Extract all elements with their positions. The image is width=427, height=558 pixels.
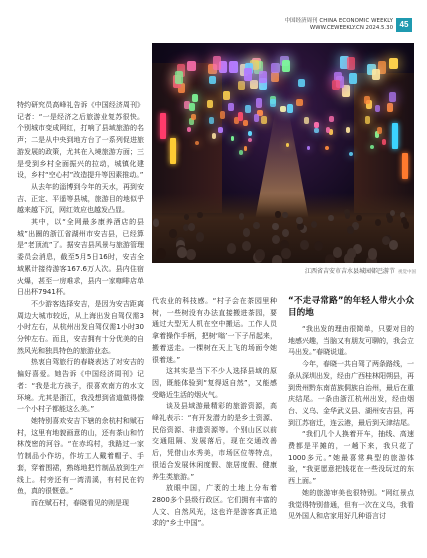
lantern-light <box>218 127 222 133</box>
lantern-light <box>195 141 199 145</box>
crowd-person <box>347 226 354 234</box>
paragraph: 她的旅游审美也很特别。“网红景点我觉得特别普通，但有一次在义乌，我看见外国人和店家用好几种语言讨 <box>288 488 414 521</box>
lantern-light <box>259 71 267 83</box>
lantern-light <box>377 127 381 134</box>
crowd-person <box>333 247 343 258</box>
lantern-light <box>307 146 310 150</box>
magazine-title: 中国经济周刊 CHINA ECONOMIC WEEKLY <box>284 18 393 24</box>
lantern-light <box>228 103 234 111</box>
lantern-light <box>372 69 380 80</box>
lantern-light <box>192 94 198 102</box>
photo-credit: 视觉中国 <box>398 270 416 275</box>
lantern-light <box>370 145 373 149</box>
article-column-3 <box>288 296 414 523</box>
paragraph: 谈及县域游最精彩的旅游资源，高峰礼表示：“有开发潜力的是乡土资源、民俗资源、非遗资源等。个别山区以前交通阻隔、发展落后，现在交通改善后，凭借山水秀美，市场区位等特点，很适合发展休闲度假、旅居度假、健康养生类旅游。” <box>152 402 277 481</box>
crowd-person <box>272 255 283 263</box>
lantern-light <box>347 57 356 70</box>
crowd-person <box>196 232 204 241</box>
lantern-light <box>256 98 262 108</box>
website-date: WWW.CEWEEKLY.CN 2024.5.30 <box>309 25 393 31</box>
lantern-light <box>223 91 230 100</box>
crowd-person <box>197 212 202 218</box>
crowd-person <box>255 249 265 260</box>
lantern-light <box>248 138 252 142</box>
lantern-light <box>346 127 350 133</box>
neon-sign <box>170 138 176 164</box>
lantern-light <box>364 96 370 104</box>
lantern-light <box>296 99 302 106</box>
crowd-person <box>281 248 291 259</box>
paragraph: 不少游客选择安吉，是因为安吉距离周边大城市较近，从上海出发自驾仅需3小时左右，从杭州出发自驾仅需1小时30分钟左右。而且，安吉拥有十分优美的自然风光和独具特色的旅游业态。 <box>17 299 144 355</box>
crowd-person <box>227 243 236 254</box>
lantern-light <box>282 60 290 72</box>
paragraph: 其中，以“全网最多康养酒店的县城”出圈的浙江省湖州市安吉县，已经算是“老顶流”了。据安吉县风景与旅游管理委员会消息，截至5月5日16时，安吉全域累计接待游客167.6万人次。县内住宿火爆，甚至一房难求，县内一家咖啡店单日出杯7941杯。 <box>17 218 144 297</box>
lantern-light <box>229 61 238 73</box>
lantern-light <box>212 133 216 138</box>
lantern-light <box>175 71 183 84</box>
lantern-light <box>207 100 213 108</box>
crowd-person <box>156 248 166 259</box>
article-column-1 <box>17 100 144 510</box>
lantern-light <box>238 112 244 120</box>
crowd-person <box>239 213 245 219</box>
crowd-person <box>272 223 279 231</box>
lantern-light <box>271 72 279 82</box>
lantern-light <box>389 92 396 102</box>
paragraph: “我出发的理由很简单，只要对目的地感兴趣，当脑又有朋友可聊的，我会立马出发。”春晓说道。 <box>288 325 414 357</box>
night-festival-photo <box>152 43 414 263</box>
neon-sign <box>402 153 408 179</box>
lantern-light <box>244 68 252 80</box>
crowd-person <box>401 217 407 224</box>
lantern-light <box>189 103 195 112</box>
paragraph: 今年，春晓一共自驾了两条路线，一条从深圳出发，经由广西桂林阳朔县，再到贵州黔东南苗族侗族自治州，最后在重庆结尾。一条由浙江杭州出发，经由烟台、义乌、金华武义县、湖州安吉县，再到江苏宿迁，连云港，最后到天津结尾。 <box>288 360 414 427</box>
lantern-light <box>280 106 286 112</box>
lantern-light <box>389 58 398 69</box>
crowd-person <box>186 249 196 260</box>
lantern-light <box>287 104 293 113</box>
lantern-light <box>261 116 266 124</box>
paragraph: 从去年的淄博到今年的天水，再到安吉、正定、平遥等县城，旅游目的地似乎越来越下沉，网红效应也越发凸显。 <box>17 182 144 215</box>
lantern-light <box>270 99 276 106</box>
lantern-light <box>245 105 251 113</box>
crowd-person <box>356 215 362 222</box>
lantern-light <box>254 114 259 122</box>
lantern-light <box>298 79 306 88</box>
paragraph: 这其实是当下不少人选择县域的原因，既能体验到“复得返自然”，又能感受略近生活的烟火气。 <box>152 367 277 399</box>
section-subheading: “不走寻常路”的年轻人带火小众目的地 <box>288 296 414 318</box>
masthead <box>285 18 393 32</box>
lantern-light <box>213 56 222 70</box>
crowd-person <box>390 210 395 216</box>
photo-caption <box>246 268 416 277</box>
crowd-person <box>177 247 187 258</box>
lantern-light <box>387 103 393 111</box>
caption-text: 江西省吉安市吉水县城园邨巴游节 <box>304 268 395 275</box>
lantern-light <box>239 150 242 155</box>
crowd-person <box>387 216 393 223</box>
crowd-person <box>153 219 159 226</box>
paragraph: 特约研究员高峰礼告诉《中国经济周刊》记者：“一是经济之后旅游业复苏很快。个别城市变成网红，打响了县域旅游的名声；二是从中央到地方台了一系列促进旅游发展的政策，尤其在入境旅游方面；三是受到乡村全面振兴的拉动，城镇化建设，乡村“空心村”改造提升等因素推动。” <box>17 101 144 180</box>
article-column-2 <box>152 296 277 530</box>
lantern-light <box>314 122 319 128</box>
crowd-person <box>368 248 378 259</box>
lantern-light <box>209 117 214 124</box>
crowd-person <box>282 212 287 218</box>
paragraph: 她特别喜欢安吉下辖的余杭村和赋石村，这里有地貌画意的山，还有茶山和竹林茂密的河谷。“在赤坞村，我路过一家竹制品小作坊，作坊工人戴着帽子、手套，穿着围裙，熟练地把竹制品放到生产线上。村旁还有一湾清溪，有村民在钓鱼，真的很惬意。” <box>17 416 144 496</box>
lantern-light <box>365 116 370 124</box>
paragraph: 而在赋石村，春晓看见的则是现 <box>31 498 129 507</box>
crowd-person <box>169 229 177 238</box>
crowd-person <box>275 211 280 217</box>
paragraph: 放眼中国，广袤的土地上分布着2800多个县级行政区。它们拥有丰富的人文、自然风光，这也许是游客真正追求的“乡土中国”。 <box>152 484 277 528</box>
lantern-light <box>332 80 340 90</box>
neon-sign <box>160 113 166 139</box>
lantern-light <box>325 146 329 151</box>
paragraph: 热衷自驾旅行的春晓表达了对安吉的偏好喜爱。她告诉《中国经济周刊》记者：“我是北方孩子，很喜欢南方的水文环境。尤其是浙江，我没想到省道做得像一个小村子都能这么美。” <box>17 358 144 414</box>
lantern-light <box>382 139 386 145</box>
lantern-light <box>329 116 334 122</box>
lantern-light <box>243 120 248 126</box>
paragraph: “我们几个人换着开车，抽线、高速费都是平摊的，一趟下来，我只花了1000多元。”她最喜常典型的旅游体验，“我更愿意把钱花在一些没玩过的东西上面。” <box>288 430 414 486</box>
crowd-person <box>243 228 250 237</box>
lantern-light <box>220 111 226 119</box>
lantern-light <box>244 146 247 150</box>
lantern-light <box>238 81 246 90</box>
crowd-person <box>296 217 302 224</box>
lantern-light <box>209 76 217 85</box>
page-number: 45 <box>396 18 412 32</box>
lantern-light <box>271 63 279 73</box>
lantern-light <box>304 117 309 124</box>
lantern-light <box>231 136 235 140</box>
crowd-person <box>300 240 309 250</box>
neon-sign <box>392 123 398 149</box>
crowd-person <box>389 240 398 250</box>
lantern-light <box>248 131 252 136</box>
crowd-person <box>188 223 195 231</box>
lantern-light <box>349 73 357 84</box>
lantern-light <box>187 61 196 72</box>
lantern-light <box>250 80 257 89</box>
lantern-light <box>349 152 352 156</box>
paragraph: 代农业的科技感。“村子会在茶园里种树，一些树没有办法直接搬进茶园，要通过大型无人机在空中搬运。工作人员拿着操作手柄，把树‘嗡’一下子吊起来，搬着送走。一棵树在天上飞的场面令她很着迷。” <box>152 297 277 364</box>
lantern-light <box>314 128 319 133</box>
